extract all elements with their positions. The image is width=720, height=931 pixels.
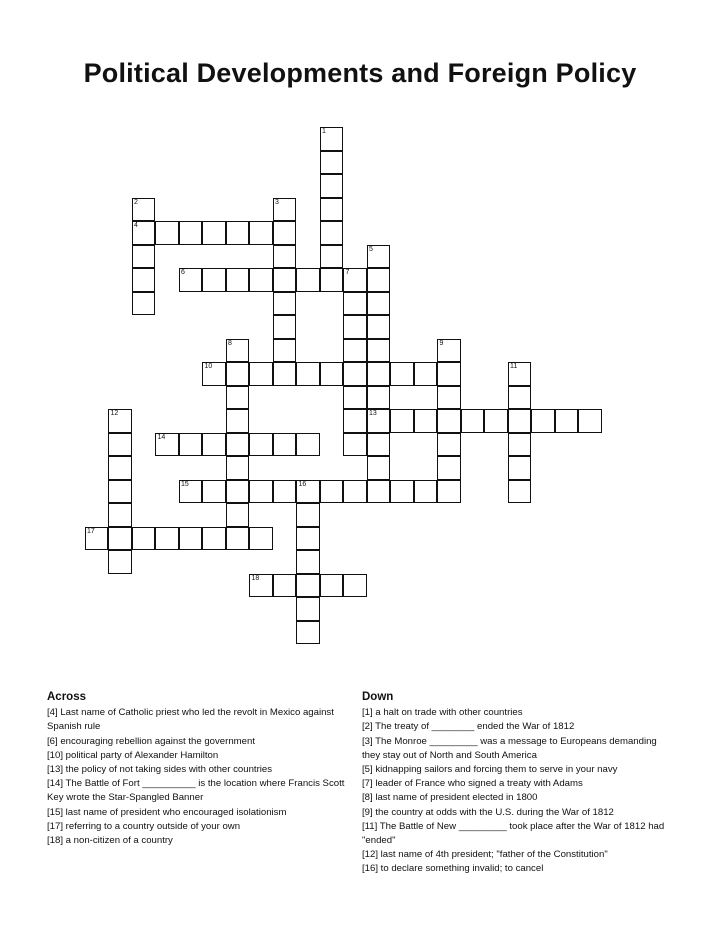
- grid-cell[interactable]: [132, 245, 156, 269]
- grid-cell[interactable]: [555, 409, 579, 433]
- grid-cell[interactable]: [296, 503, 320, 527]
- grid-cell[interactable]: [179, 480, 203, 504]
- grid-cell[interactable]: [390, 409, 414, 433]
- down-clue: [7] leader of France who signed a treaty with Adams: [362, 778, 583, 790]
- grid-cell[interactable]: [578, 409, 602, 433]
- grid-cell[interactable]: [320, 574, 344, 598]
- grid-cell[interactable]: [320, 198, 344, 222]
- grid-cell[interactable]: [273, 198, 297, 222]
- clue-number: 3: [275, 198, 279, 206]
- grid-cell[interactable]: [226, 527, 250, 551]
- down-clue: [2] The treaty of ________ ended the War of 1812: [362, 721, 575, 733]
- grid-cell[interactable]: [226, 221, 250, 245]
- down-clues: [362, 690, 674, 877]
- grid-cell[interactable]: [508, 386, 532, 410]
- clue-number: 7: [345, 269, 350, 276]
- grid-cell[interactable]: [343, 480, 367, 504]
- grid-cell[interactable]: [343, 315, 367, 339]
- down-clue: [12] last name of 4th president; "father of the Constitution": [362, 849, 608, 861]
- down-clue: [8] last name of president elected in 1800: [362, 792, 538, 804]
- grid-cell[interactable]: [296, 268, 320, 292]
- grid-cell[interactable]: [108, 456, 132, 480]
- grid-cell[interactable]: [390, 362, 414, 386]
- grid-cell[interactable]: [437, 386, 461, 410]
- across-clues: [47, 690, 347, 848]
- grid-cell[interactable]: [132, 221, 156, 245]
- grid-cell[interactable]: [390, 480, 414, 504]
- grid-cell[interactable]: [320, 221, 344, 245]
- grid-cell[interactable]: [108, 503, 132, 527]
- down-clue: [5] kidnapping sailors and forcing them to serve in your navy: [362, 764, 618, 776]
- grid-cell[interactable]: [367, 292, 391, 316]
- grid-cell[interactable]: [320, 268, 344, 292]
- grid-cell[interactable]: [296, 621, 320, 645]
- grid-cell[interactable]: [296, 597, 320, 621]
- clue-number: 10: [204, 363, 213, 370]
- across-clue: [18] a non-citizen of a country: [47, 835, 173, 847]
- grid-cell[interactable]: [508, 480, 532, 504]
- grid-cell[interactable]: [296, 527, 320, 551]
- grid-cell[interactable]: [367, 339, 391, 363]
- grid-cell[interactable]: [508, 409, 532, 433]
- grid-cell[interactable]: [249, 362, 273, 386]
- grid-cell[interactable]: [132, 292, 156, 316]
- grid-cell[interactable]: [367, 362, 391, 386]
- grid-cell[interactable]: [108, 433, 132, 457]
- grid-cell[interactable]: [249, 480, 273, 504]
- down-heading: Down: [362, 691, 394, 703]
- clue-number: 2: [134, 198, 138, 206]
- grid-cell[interactable]: [414, 480, 438, 504]
- grid-cell[interactable]: [508, 362, 532, 386]
- down-clue: [3] The Monroe _________ was a message to Europeans demanding they stay out of North and South America: [362, 735, 657, 761]
- grid-cell[interactable]: [296, 574, 320, 598]
- grid-cell[interactable]: [343, 268, 367, 292]
- grid-cell[interactable]: [343, 386, 367, 410]
- grid-cell[interactable]: [508, 433, 532, 457]
- clue-number: 1: [322, 128, 326, 135]
- grid-cell[interactable]: [226, 339, 250, 363]
- grid-cell[interactable]: [367, 433, 391, 457]
- grid-cell[interactable]: [226, 456, 250, 480]
- grid-cell[interactable]: [508, 456, 532, 480]
- grid-cell[interactable]: [437, 339, 461, 363]
- grid-cell[interactable]: [367, 456, 391, 480]
- grid-cell[interactable]: [273, 245, 297, 269]
- grid-cell[interactable]: [414, 362, 438, 386]
- grid-cell[interactable]: [273, 221, 297, 245]
- grid-cell[interactable]: [202, 268, 226, 292]
- puzzle-title: Political Developments and Foreign Policy: [83, 58, 637, 88]
- grid-cell[interactable]: [320, 245, 344, 269]
- across-clue: [10] political party of Alexander Hamilton: [47, 749, 219, 761]
- clue-number: 15: [181, 480, 189, 488]
- grid-cell[interactable]: [296, 480, 320, 504]
- grid-cell[interactable]: [179, 221, 203, 245]
- grid-cell[interactable]: [484, 409, 508, 433]
- grid-cell[interactable]: [108, 550, 132, 574]
- grid-cell[interactable]: [155, 527, 179, 551]
- grid-cell[interactable]: [367, 268, 391, 292]
- grid-cell[interactable]: [343, 433, 367, 457]
- clue-number: 12: [110, 410, 119, 417]
- grid-cell[interactable]: [367, 315, 391, 339]
- grid-cell[interactable]: [179, 268, 203, 292]
- grid-cell[interactable]: [320, 151, 344, 175]
- down-clue: [11] The Battle of New _________ took place after the War of 1812 had "ended": [362, 820, 665, 847]
- grid-cell[interactable]: [85, 527, 109, 551]
- grid-cell[interactable]: [202, 433, 226, 457]
- grid-cell[interactable]: [367, 245, 391, 269]
- grid-cell[interactable]: [108, 409, 132, 433]
- grid-cell[interactable]: [132, 268, 156, 292]
- clue-number: 16: [298, 480, 307, 488]
- across-clue: [15] last name of president who encouraged isolationism: [47, 806, 287, 818]
- clue-number: 13: [369, 410, 377, 417]
- clue-number: 4: [134, 222, 138, 229]
- grid-cell[interactable]: [179, 527, 203, 551]
- across-clue: [14] The Battle of Fort __________ is the location where Francis Scott Key wrote the Star-Spangled Banner: [47, 778, 345, 804]
- grid-cell[interactable]: [320, 362, 344, 386]
- across-clue: [4] Last name of Catholic priest who led the revolt in Mexico against Spanish rule: [47, 707, 334, 733]
- down-clue: [9] the country at odds with the U.S. during the War of 1812: [362, 806, 614, 818]
- grid-cell[interactable]: [367, 409, 391, 433]
- grid-cell[interactable]: [320, 480, 344, 504]
- grid-cell[interactable]: [437, 362, 461, 386]
- grid-cell[interactable]: [249, 433, 273, 457]
- grid-cell[interactable]: [367, 386, 391, 410]
- across-heading: Across: [47, 691, 86, 703]
- grid-cell[interactable]: [202, 480, 226, 504]
- grid-cell[interactable]: [461, 409, 485, 433]
- clue-number: 17: [87, 527, 95, 535]
- grid-cell[interactable]: [343, 339, 367, 363]
- grid-cell[interactable]: [437, 409, 461, 433]
- grid-cell[interactable]: [296, 362, 320, 386]
- clue-number: 11: [510, 363, 518, 370]
- grid-cell[interactable]: [273, 433, 297, 457]
- grid-cell[interactable]: [202, 362, 226, 386]
- grid-cell[interactable]: [343, 574, 367, 598]
- grid-cell[interactable]: [273, 292, 297, 316]
- grid-cell[interactable]: [108, 527, 132, 551]
- down-clue-list: [362, 706, 674, 876]
- grid-cell[interactable]: [108, 480, 132, 504]
- grid-cell[interactable]: [249, 221, 273, 245]
- grid-cell[interactable]: [343, 292, 367, 316]
- across-clue: [13] the policy of not taking sides with other countries: [47, 764, 273, 776]
- grid-cell[interactable]: [226, 433, 250, 457]
- grid-cell[interactable]: [343, 362, 367, 386]
- clue-number: 9: [439, 339, 444, 347]
- across-clue: [6] encouraging rebellion against the government: [47, 735, 256, 747]
- grid-cell[interactable]: [249, 527, 273, 551]
- grid-cell[interactable]: [155, 221, 179, 245]
- grid-cell[interactable]: [249, 268, 273, 292]
- grid-cell[interactable]: [155, 433, 179, 457]
- grid-cell[interactable]: [132, 527, 156, 551]
- grid-cell[interactable]: [202, 221, 226, 245]
- grid-cell[interactable]: [437, 433, 461, 457]
- across-clue-list: [47, 706, 347, 848]
- grid-cell[interactable]: [531, 409, 555, 433]
- clue-number: 18: [251, 574, 260, 582]
- grid-cell[interactable]: [179, 433, 203, 457]
- grid-cell[interactable]: [226, 386, 250, 410]
- grid-cell[interactable]: [296, 550, 320, 574]
- across-clue: [17] referring to a country outside of your own: [47, 820, 241, 832]
- grid-cell[interactable]: [273, 339, 297, 363]
- clue-number: 14: [157, 433, 166, 441]
- grid-cell[interactable]: [296, 433, 320, 457]
- grid-cell[interactable]: [343, 409, 367, 433]
- grid-cell[interactable]: [202, 527, 226, 551]
- grid-cell[interactable]: [273, 315, 297, 339]
- grid-cell[interactable]: [273, 480, 297, 504]
- grid-cell[interactable]: [226, 268, 250, 292]
- grid-cell[interactable]: [320, 174, 344, 198]
- grid-cell[interactable]: [226, 362, 250, 386]
- grid-cell[interactable]: [437, 456, 461, 480]
- grid-cell[interactable]: [437, 480, 461, 504]
- grid-cell[interactable]: [132, 198, 156, 222]
- clue-number: 5: [369, 245, 373, 253]
- grid-cell[interactable]: [249, 574, 273, 598]
- grid-cell[interactable]: [273, 574, 297, 598]
- grid-cell[interactable]: [226, 503, 250, 527]
- grid-cell[interactable]: [226, 480, 250, 504]
- grid-cell[interactable]: [226, 409, 250, 433]
- grid-cell[interactable]: [273, 268, 297, 292]
- clue-number: 8: [228, 339, 232, 347]
- grid-cell[interactable]: [367, 480, 391, 504]
- down-clue: [1] a halt on trade with other countries: [362, 707, 523, 719]
- grid-cell[interactable]: [320, 127, 344, 151]
- down-clue: [16] to declare something invalid; to cancel: [362, 863, 544, 875]
- grid-cell[interactable]: [273, 362, 297, 386]
- grid-cell[interactable]: [414, 409, 438, 433]
- clue-number: 6: [181, 269, 185, 276]
